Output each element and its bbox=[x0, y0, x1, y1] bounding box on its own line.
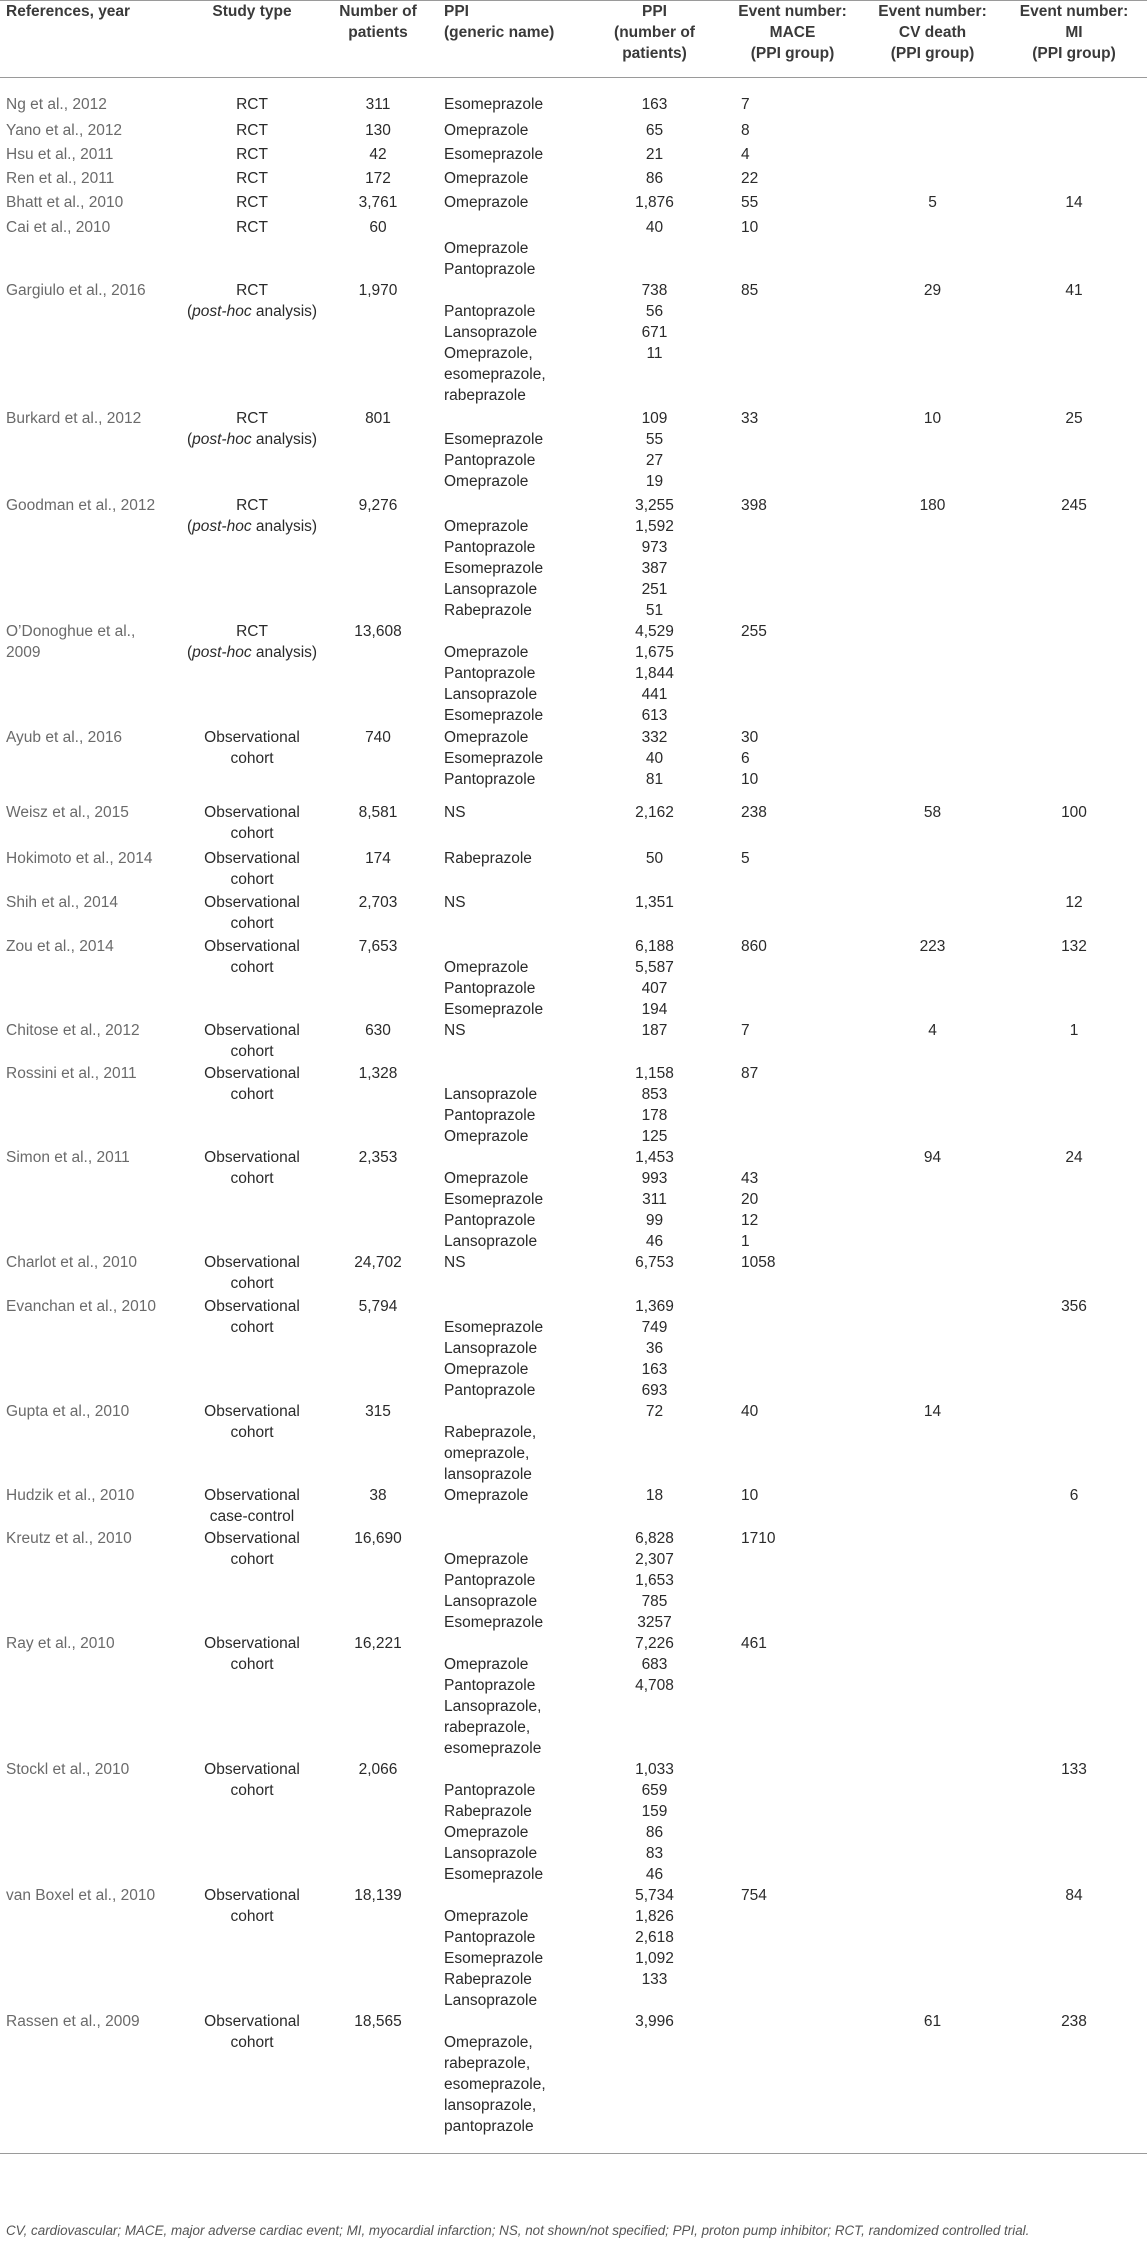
patients-cell: 38 bbox=[369, 1487, 387, 1505]
ppi-patients-cell: 1,351 bbox=[635, 894, 674, 912]
mi-events-cell: 24 bbox=[1065, 1149, 1083, 1167]
mi-events-cell: 356 bbox=[1061, 1298, 1087, 1316]
patients-cell: 130 bbox=[365, 121, 391, 139]
cv-death-events-cell bbox=[864, 144, 1001, 168]
ppi-patients-cell: 72 bbox=[645, 1403, 664, 1421]
header-study-type: Study type bbox=[212, 3, 292, 20]
header-ppi-generic-name: PPI (generic name) bbox=[444, 3, 555, 41]
reference-cell: Chitose et al., 2012 bbox=[6, 1022, 140, 1040]
cv-death-events-cell: 5 bbox=[928, 194, 937, 212]
patients-cell: 24,702 bbox=[354, 1254, 402, 1272]
patients-cell: 801 bbox=[365, 409, 391, 427]
mi-events-cell bbox=[1001, 120, 1147, 144]
mi-events-cell bbox=[1001, 848, 1147, 892]
reference-cell: Weisz et al., 2015 bbox=[6, 804, 129, 822]
cv-death-events-cell bbox=[864, 217, 1001, 280]
ppi-name-cell: Omeprazole bbox=[444, 170, 529, 188]
mace-events-cell bbox=[721, 2011, 864, 2154]
cv-death-events-cell bbox=[864, 727, 1001, 803]
mace-events-cell: 33 bbox=[741, 409, 759, 427]
cv-death-events-cell bbox=[864, 1633, 1001, 1759]
ppi-patients-cell: 18 bbox=[645, 1487, 664, 1505]
table-row bbox=[0, 1401, 1147, 1485]
patients-cell: 13,608 bbox=[354, 623, 402, 641]
cv-death-events-cell: 58 bbox=[923, 804, 942, 822]
table-row bbox=[0, 1528, 1147, 1633]
study-type-cell: Observational cohort bbox=[204, 1635, 300, 1673]
study-type-cell: Observational cohort bbox=[204, 728, 300, 767]
cv-death-events-cell bbox=[864, 1759, 1001, 1885]
reference-cell: Ng et al., 2012 bbox=[6, 96, 107, 113]
mace-events-cell: 238 bbox=[741, 804, 767, 822]
study-type-cell: Observational cohort bbox=[204, 1403, 300, 1442]
mi-events-cell: 6 bbox=[1069, 1487, 1079, 1505]
patients-cell: 740 bbox=[365, 728, 391, 746]
mi-events-cell bbox=[1001, 1633, 1147, 1759]
ppi-name-cell: Omeprazole Pantoprazole Esomeprazole bbox=[444, 959, 544, 1019]
ppi-name-cell: Omeprazole Pantoprazole Esomeprazole Rabeprazole Lansoprazole bbox=[444, 1908, 544, 2009]
study-type-cell: Observational cohort bbox=[204, 850, 300, 888]
patients-cell: 174 bbox=[365, 850, 391, 867]
reference-cell: Yano et al., 2012 bbox=[6, 121, 123, 139]
mace-events-cell: 8 bbox=[741, 121, 750, 139]
cv-death-events-cell: 4 bbox=[928, 1022, 937, 1040]
reference-cell: Cai et al., 2010 bbox=[6, 218, 111, 236]
table-row bbox=[0, 892, 1147, 936]
table-row bbox=[0, 621, 1147, 726]
ppi-patients-cell: 21 bbox=[645, 145, 664, 163]
ppi-name-cell: Omeprazole bbox=[444, 194, 529, 212]
reference-cell: Goodman et al., 2012 bbox=[6, 496, 156, 514]
table-row bbox=[0, 78, 1147, 120]
ppi-patients-cell: 3,255 1,592 973 387 251 51 bbox=[635, 496, 674, 619]
mi-events-cell bbox=[1001, 217, 1147, 280]
reference-cell: Gargiulo et al., 2016 bbox=[6, 281, 146, 299]
ppi-name-cell: Omeprazole Pantoprazole Esomeprazole Lansoprazole Rabeprazole bbox=[444, 517, 544, 619]
study-type-cell: RCT (post-hoc analysis) bbox=[186, 496, 318, 535]
cv-death-events-cell: 223 bbox=[919, 938, 946, 956]
cv-death-events-cell bbox=[864, 1063, 1001, 1147]
ppi-name-cell: NS bbox=[444, 1022, 466, 1040]
patients-cell: 7,653 bbox=[358, 938, 398, 956]
ppi-name-cell: Omeprazole bbox=[444, 121, 529, 139]
cv-death-events-cell bbox=[864, 1885, 1001, 2011]
mace-events-cell bbox=[721, 1296, 864, 1401]
ppi-name-cell: NS bbox=[444, 1254, 466, 1272]
ppi-patients-cell: 4,529 1,675 1,844 441 613 bbox=[635, 623, 674, 725]
mi-events-cell bbox=[1001, 1063, 1147, 1147]
study-type-cell: Observational cohort bbox=[204, 1065, 300, 1104]
mace-events-cell: 4 bbox=[741, 145, 750, 163]
cv-death-events-cell bbox=[864, 1296, 1001, 1401]
mace-events-cell bbox=[721, 892, 864, 936]
table-row bbox=[0, 192, 1147, 216]
mace-events-cell: 85 bbox=[741, 281, 759, 299]
reference-cell: Rassen et al., 2009 bbox=[0, 2011, 186, 2154]
mace-events-cell: 1710 bbox=[741, 1530, 776, 1547]
reference-cell: Hokimoto et al., 2014 bbox=[6, 850, 153, 867]
table-row bbox=[0, 144, 1147, 168]
mace-events-cell bbox=[721, 1759, 864, 1885]
header-references: References, year bbox=[6, 3, 131, 20]
cv-death-events-cell: 10 bbox=[923, 409, 942, 427]
ppi-patients-cell: 5,734 1,826 2,618 1,092 133 bbox=[635, 1887, 674, 1988]
patients-cell: 2,353 bbox=[358, 1149, 398, 1167]
table-row bbox=[0, 848, 1147, 892]
study-type-cell: RCT bbox=[236, 194, 268, 212]
ppi-name-cell: Esomeprazole bbox=[444, 96, 544, 113]
patients-cell: 315 bbox=[365, 1403, 391, 1421]
reference-cell: Zou et al., 2014 bbox=[6, 938, 114, 956]
ppi-patients-cell: 163 bbox=[641, 96, 668, 113]
study-type-cell: Observational cohort bbox=[204, 1149, 300, 1188]
reference-cell: Ayub et al., 2016 bbox=[6, 728, 123, 746]
ppi-name-cell: Esomeprazole Pantoprazole Omeprazole bbox=[444, 430, 544, 490]
ppi-patients-cell: 40 bbox=[645, 218, 664, 236]
table-row bbox=[0, 1063, 1147, 1147]
ppi-name-cell: NS bbox=[444, 804, 466, 822]
header-event-mace: Event number: MACE (PPI group) bbox=[738, 3, 847, 62]
mi-events-cell bbox=[1001, 78, 1147, 120]
mi-events-cell: 238 bbox=[1001, 2011, 1147, 2154]
cv-death-events-cell bbox=[864, 848, 1001, 892]
patients-cell: 42 bbox=[369, 145, 387, 163]
ppi-name-cell: Omeprazole Esomeprazole Pantoprazole Lansoprazole bbox=[444, 1170, 544, 1251]
study-type-cell: RCT bbox=[236, 218, 268, 236]
mace-events-cell: 255 bbox=[741, 623, 767, 641]
study-type-cell: Observational cohort bbox=[204, 1298, 300, 1337]
cv-death-events-cell: 61 bbox=[864, 2011, 1001, 2154]
ppi-name-cell: Esomeprazole Lansoprazole Omeprazole Pantoprazole bbox=[444, 1319, 544, 1400]
ppi-patients-cell: 2,162 bbox=[635, 804, 674, 822]
table-row bbox=[0, 1885, 1147, 2011]
study-type-cell: RCT bbox=[236, 145, 268, 163]
cv-death-events-cell bbox=[864, 1528, 1001, 1633]
reference-cell: Shih et al., 2014 bbox=[6, 894, 119, 912]
ppi-patients-cell: 1,876 bbox=[635, 194, 674, 212]
cv-death-events-cell: 94 bbox=[923, 1149, 942, 1167]
cv-death-events-cell bbox=[864, 168, 1001, 192]
reference-cell: Ray et al., 2010 bbox=[6, 1635, 115, 1652]
header-ppi-number-of-patients: PPI (number of patients) bbox=[614, 3, 695, 62]
header-event-cv-death: Event number: CV death (PPI group) bbox=[878, 3, 987, 62]
mi-events-cell bbox=[1001, 1401, 1147, 1485]
study-type-cell: RCT (post-hoc analysis) bbox=[186, 409, 318, 448]
study-type-cell: Observational cohort bbox=[204, 1254, 300, 1293]
ppi-name-cell: Rabeprazole, omeprazole, lansoprazole bbox=[444, 1424, 537, 1484]
patients-cell: 9,276 bbox=[358, 496, 398, 514]
table-row bbox=[0, 936, 1147, 1020]
cv-death-events-cell bbox=[864, 621, 1001, 726]
table-row bbox=[0, 168, 1147, 192]
patients-cell: 3,761 bbox=[358, 194, 398, 212]
mi-events-cell: 12 bbox=[1065, 894, 1083, 912]
patients-cell: 18,565 bbox=[318, 2011, 438, 2154]
cv-death-events-cell bbox=[864, 1485, 1001, 1528]
cv-death-events-cell: 14 bbox=[923, 1403, 942, 1421]
table-row bbox=[0, 280, 1147, 408]
mi-events-cell: 133 bbox=[1061, 1761, 1087, 1778]
mi-events-cell: 100 bbox=[1061, 804, 1087, 822]
study-type-cell: RCT bbox=[236, 121, 268, 139]
ppi-name-cell: Pantoprazole Lansoprazole Omeprazole, esomeprazole, rabeprazole bbox=[444, 302, 546, 404]
ppi-patients-cell: 6,188 5,587 407 194 bbox=[635, 938, 674, 1019]
table-row bbox=[0, 1147, 1147, 1252]
reference-cell: van Boxel et al., 2010 bbox=[6, 1887, 156, 1904]
study-type-cell: Observational cohort bbox=[204, 1887, 300, 1925]
reference-cell: Kreutz et al., 2010 bbox=[6, 1530, 132, 1547]
ppi-patients-cell: 1,158 853 178 125 bbox=[635, 1065, 674, 1146]
cv-death-events-cell bbox=[864, 892, 1001, 936]
reference-cell: Stockl et al., 2010 bbox=[6, 1761, 130, 1778]
reference-cell: Burkard et al., 2012 bbox=[6, 409, 142, 427]
patients-cell: 311 bbox=[365, 96, 391, 113]
reference-cell: Rossini et al., 2011 bbox=[6, 1065, 137, 1083]
header-event-mi: Event number: MI (PPI group) bbox=[1019, 3, 1129, 62]
study-type-cell: RCT bbox=[236, 96, 268, 113]
table-row bbox=[0, 727, 1147, 803]
ppi-name-cell: Omeprazole Pantoprazole Lansoprazole Esomeprazole bbox=[444, 1551, 544, 1631]
study-type-cell: Observational cohort bbox=[204, 1530, 300, 1568]
ppi-patients-cell: 1,453 993 311 99 46 bbox=[635, 1149, 674, 1251]
header-number-of-patients: Number of patients bbox=[339, 3, 417, 41]
ppi-patients-cell: 6,828 2,307 1,653 785 3257 bbox=[635, 1530, 674, 1631]
patients-cell: 16,690 bbox=[354, 1530, 402, 1547]
mi-events-cell: 41 bbox=[1065, 281, 1083, 299]
mi-events-cell bbox=[1001, 168, 1147, 192]
cv-death-events-cell: 180 bbox=[919, 496, 946, 514]
mi-events-cell: 84 bbox=[1065, 1887, 1083, 1904]
table-row bbox=[0, 802, 1147, 848]
ppi-name-cell: Omeprazole bbox=[444, 1487, 529, 1505]
table-row bbox=[0, 1633, 1147, 1759]
ppi-patients-cell: 187 bbox=[641, 1022, 668, 1040]
mace-events-cell: 7 bbox=[741, 96, 750, 113]
mace-events-cell: 754 bbox=[741, 1887, 767, 1904]
reference-cell: Ren et al., 2011 bbox=[6, 170, 115, 188]
mi-events-cell: 25 bbox=[1065, 409, 1083, 427]
mi-events-cell: 1 bbox=[1069, 1022, 1079, 1040]
mace-events-cell: 10 bbox=[741, 218, 759, 236]
study-type-cell: Observational cohort bbox=[204, 1761, 300, 1799]
ppi-name-cell: NS bbox=[444, 894, 466, 912]
ppi-name-cell: Omeprazole Esomeprazole Pantoprazole bbox=[444, 728, 544, 788]
ppi-name-cell: Lansoprazole Pantoprazole Omeprazole bbox=[444, 1086, 538, 1146]
mace-events-cell: 461 bbox=[741, 1635, 767, 1652]
ppi-patients-cell: 50 bbox=[645, 850, 664, 867]
reference-cell: Evanchan et al., 2010 bbox=[6, 1298, 156, 1316]
cv-death-events-cell bbox=[864, 1252, 1001, 1296]
mi-events-cell bbox=[1001, 727, 1147, 803]
study-type-cell: Observational cohort bbox=[204, 804, 300, 843]
ppi-patients-cell: 109 55 27 19 bbox=[641, 409, 668, 490]
mi-events-cell: 132 bbox=[1061, 938, 1087, 956]
cv-death-events-cell bbox=[864, 120, 1001, 144]
ppi-name-cell: Rabeprazole bbox=[444, 850, 532, 867]
study-type-cell: RCT (post-hoc analysis) bbox=[186, 623, 318, 662]
study-type-cell: Observational cohort bbox=[204, 938, 300, 977]
table-row bbox=[0, 120, 1147, 144]
patients-cell: 630 bbox=[365, 1022, 391, 1040]
mace-events-cell: 860 bbox=[741, 938, 767, 956]
ppi-patients-cell: 1,033 659 159 86 83 46 bbox=[635, 1761, 674, 1883]
patients-cell: 1,970 bbox=[358, 281, 398, 299]
study-type-cell: RCT (post-hoc analysis) bbox=[186, 281, 318, 320]
mace-events-cell: 43 20 12 1 bbox=[741, 1170, 759, 1251]
study-type-cell: Observational cohort bbox=[186, 2011, 318, 2154]
mace-events-cell: 40 bbox=[741, 1403, 759, 1421]
mace-events-cell: 1058 bbox=[741, 1254, 776, 1272]
mi-events-cell bbox=[1001, 1252, 1147, 1296]
ppi-name-cell: Omeprazole Pantoprazole Lansoprazole Esomeprazole bbox=[444, 644, 544, 725]
table-footnote: CV, cardiovascular; MACE, major adverse cardiac event; MI, myocardial infarction; NS, not shown/not specified; PPI, proton pump inhibitor; RCT, randomized controlled trial. bbox=[6, 2223, 1030, 2238]
patients-cell: 16,221 bbox=[354, 1635, 402, 1652]
ppi-patients-cell: 738 56 671 11 bbox=[641, 281, 668, 362]
patients-cell: 60 bbox=[369, 218, 387, 236]
mi-events-cell: 245 bbox=[1061, 496, 1087, 514]
mi-events-cell: 14 bbox=[1065, 194, 1083, 212]
study-type-cell: Observational cohort bbox=[204, 894, 300, 933]
ppi-name-cell: Omeprazole, rabeprazole, esomeprazole, lansoprazole, pantoprazole bbox=[438, 2011, 588, 2154]
mace-events-cell: 5 bbox=[741, 850, 750, 867]
mace-events-cell: 22 bbox=[741, 170, 759, 188]
ppi-patients-cell: 86 bbox=[645, 170, 664, 188]
mace-events-cell: 398 bbox=[741, 496, 767, 514]
mace-events-cell: 55 bbox=[741, 194, 759, 212]
ppi-patients-cell: 6,753 bbox=[635, 1254, 674, 1272]
ppi-name-cell: Omeprazole Pantoprazole bbox=[444, 239, 536, 278]
patients-cell: 18,139 bbox=[354, 1887, 402, 1904]
mi-events-cell bbox=[1001, 144, 1147, 168]
table-row bbox=[0, 1020, 1147, 1063]
reference-cell: Hsu et al., 2011 bbox=[6, 145, 114, 163]
study-type-cell: Observational case-control bbox=[204, 1487, 300, 1526]
patients-cell: 8,581 bbox=[358, 804, 398, 822]
reference-cell: Charlot et al., 2010 bbox=[6, 1254, 137, 1272]
table-row bbox=[0, 2011, 1147, 2154]
reference-cell: Gupta et al., 2010 bbox=[6, 1403, 130, 1421]
table-row bbox=[0, 217, 1147, 280]
patients-cell: 172 bbox=[365, 170, 391, 188]
ppi-patients-cell: 332 40 81 bbox=[641, 728, 668, 788]
ppi-patients-cell: 65 bbox=[645, 121, 664, 139]
cv-death-events-cell: 29 bbox=[923, 281, 942, 299]
ppi-name-cell: Esomeprazole bbox=[444, 145, 544, 163]
reference-cell: Hudzik et al., 2010 bbox=[6, 1487, 135, 1505]
reference-cell: O’Donoghue et al., 2009 bbox=[6, 623, 136, 662]
table-row bbox=[0, 495, 1147, 622]
table-body bbox=[0, 78, 1147, 2154]
table-row bbox=[0, 1485, 1147, 1528]
mi-events-cell bbox=[1001, 621, 1147, 726]
patients-cell: 2,703 bbox=[358, 894, 398, 912]
ppi-patients-cell: 7,226 683 4,708 bbox=[635, 1635, 674, 1694]
ppi-name-cell: Omeprazole Pantoprazole Lansoprazole, rabeprazole, esomeprazole bbox=[444, 1656, 542, 1757]
study-type-cell: Observational cohort bbox=[204, 1022, 300, 1061]
table-row bbox=[0, 1759, 1147, 1885]
table-row bbox=[0, 1296, 1147, 1401]
study-type-cell: RCT bbox=[236, 170, 268, 188]
mace-events-cell: 87 bbox=[741, 1065, 759, 1083]
mi-events-cell bbox=[1001, 1528, 1147, 1633]
header-row bbox=[0, 1, 1147, 78]
mace-events-cell: 7 bbox=[741, 1022, 750, 1040]
ppi-name-cell: Pantoprazole Rabeprazole Omeprazole Lansoprazole Esomeprazole bbox=[444, 1782, 544, 1883]
mace-events-cell: 30 6 10 bbox=[741, 728, 759, 788]
cv-death-events-cell bbox=[864, 78, 1001, 120]
patients-cell: 5,794 bbox=[358, 1298, 398, 1316]
ppi-patients-cell: 1,369 749 36 163 693 bbox=[635, 1298, 674, 1400]
table-row bbox=[0, 1252, 1147, 1296]
mace-events-cell: 10 bbox=[741, 1487, 759, 1505]
patients-cell: 2,066 bbox=[358, 1761, 398, 1778]
table-row bbox=[0, 408, 1147, 495]
ppi-patients-cell: 3,996 bbox=[588, 2011, 721, 2154]
reference-cell: Simon et al., 2011 bbox=[6, 1149, 130, 1167]
reference-cell: Bhatt et al., 2010 bbox=[6, 194, 124, 212]
patients-cell: 1,328 bbox=[358, 1065, 398, 1083]
